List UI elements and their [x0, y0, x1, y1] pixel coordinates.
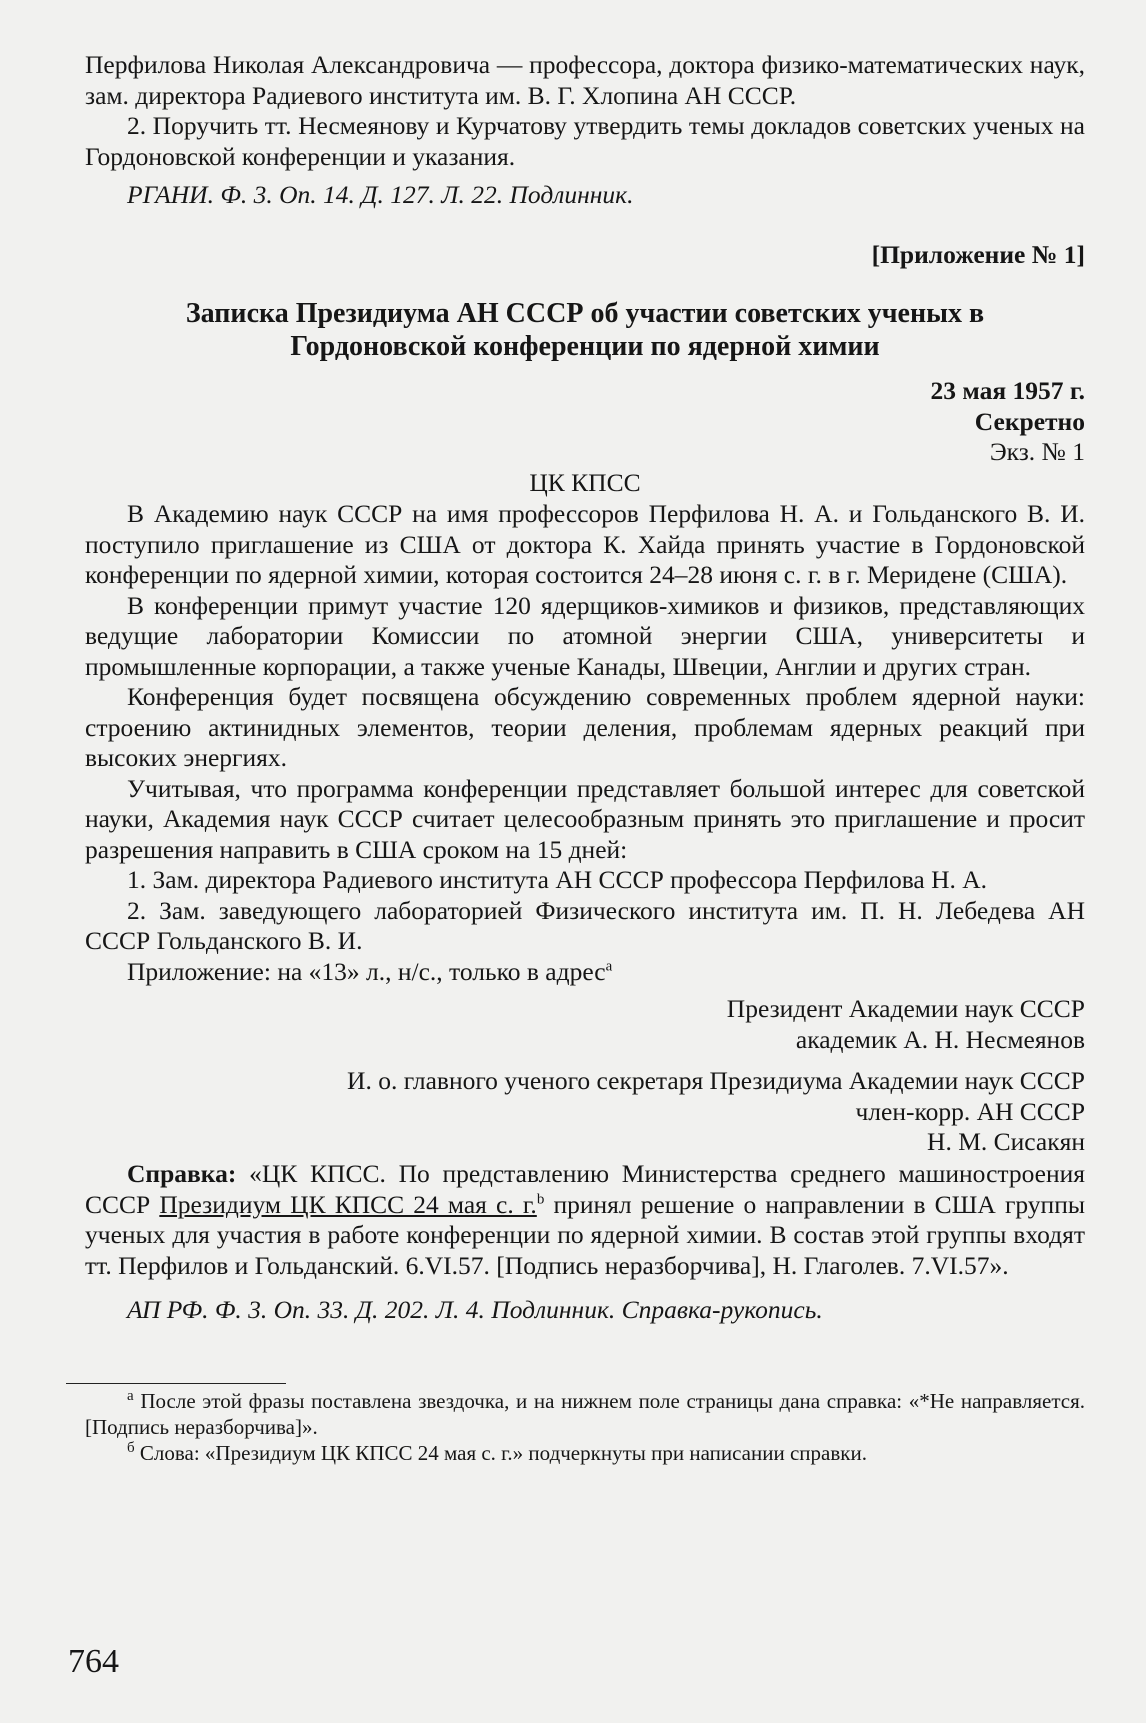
footnote-divider	[66, 1383, 286, 1384]
addressee: ЦК КПСС	[529, 467, 641, 497]
note-label: Справка:	[127, 1159, 237, 1188]
top-item2: 2. Поручить тт. Несмеянову и Курчатову утвердить темы докладов советских ученых на Гордоновской конференции и указания.	[85, 111, 1085, 171]
underlined-phrase: Президиум ЦК КПСС 24 мая с. г.	[159, 1189, 537, 1219]
body-paragraph: В конференции примут участие 120 ядерщиков-химиков и физиков, представляющих ведущие лаборатории Комиссии по атомной энергии США, университеты и промышленные корпорации, а также ученые Канады, Швеции, Англии и других стран.	[85, 590, 1085, 681]
footnotes	[85, 1388, 1085, 1466]
top-source: РГАНИ. Ф. 3. Оп. 14. Д. 127. Л. 22. Подлинник.	[127, 180, 634, 209]
archive-source: АП РФ. Ф. 3. Оп. 33. Д. 202. Л. 4. Подлинник. Справка-рукопись.	[127, 1295, 823, 1324]
top-continuation	[85, 50, 1085, 211]
signature-block-1	[85, 994, 1085, 1055]
footnote-ref: b	[536, 1191, 545, 1207]
list-item: 1. Зам. директора Радиевого института АН СССР профессора Перфилова Н. А.	[127, 865, 988, 894]
body-paragraph: В Академию наук СССР на имя профессоров Перфилова Н. А. и Гольданского В. И. поступило приглашение из США от доктора К. Хайда принять участие в Гордоновской конференции по ядерной химии, которая состоится 24–28 июня с. г. в г. Меридене (США).	[85, 499, 1085, 589]
signature-block-2	[85, 1066, 1085, 1158]
document-date: 23 мая 1957 г.	[930, 376, 1085, 405]
body-paragraph: Конференция будет посвящена обсуждению современных проблем ядерной науки: строению актинидных элементов, теории деления, проблемам ядерных реакций при высоких энергиях.	[85, 682, 1085, 772]
signature-secretary-rank: член-корр. АН СССР	[855, 1096, 1085, 1126]
footnote-ref: а	[605, 958, 613, 974]
list-item: 2. Зам. заведующего лабораторией Физического института им. П. Н. Лебедева АН СССР Гольданского В. И.	[85, 895, 1085, 955]
top-line1: Перфилова Николая Александровича — профессора, доктора физико-математических наук, зам. директора Радиевого института им. В. Г. Хлопина АН СССР.	[85, 50, 1085, 110]
signature-president-title: Президент Академии наук СССР	[726, 994, 1085, 1023]
appendix-label: [Приложение № 1]	[871, 240, 1085, 269]
signature-secretary-name: Н. М. Сисакян	[927, 1127, 1085, 1156]
letter-body	[85, 499, 1085, 987]
footnote: $^б$ Слова: «Президиум ЦК КПСС 24 мая с. г.» подчеркнуты при написании справки.	[127, 1440, 867, 1465]
appendix-title-block	[85, 297, 1085, 363]
signature-president-name: академик А. Н. Несмеянов	[795, 1024, 1085, 1054]
body-paragraph: Учитывая, что программа конференции представляет большой интерес для советской науки, Академия наук СССР считает целесообразным принять это приглашение и просит разрешения направить в США сроком на 15 дней:	[85, 773, 1085, 864]
footnote: $^a$ После этой фразы поставлена звездочка, и на нижнем поле страницы дана справка: «*Не направляется. [Подпись неразборчива]».	[85, 1388, 1085, 1439]
copy-number: Экз. № 1	[989, 437, 1085, 466]
signature-secretary-title: И. о. главного ученого секретаря Президиума Академии наук СССР	[347, 1066, 1085, 1095]
document-meta	[85, 376, 1085, 498]
reference-note: Справка: «ЦК КПСС. По представлению Министерства среднего машиностроения СССР Президиум ЦК КПСС 24 мая с. г.$^b$ принял решение о направлении в США группы ученых для участия в работе конференции по ядерной химии. В состав этой группы входят тт. Перфилов и Гольданский. 6.VI.57. [Подпись неразборчива], Н. Глаголев. 7.VI.57». АП РФ. Ф. 3. Оп. 33. Д. 202. Л. 4. Подлинник. Справка-рукопись.	[85, 1159, 1085, 1324]
page-number: 764	[68, 1643, 119, 1680]
attachment-line: Приложение: на «13» л., н/с., только в адрес$^а$	[127, 956, 613, 986]
appendix-title: Записка Президиума АН СССР об участии советских ученых в Гордоновской конференции по ядерной химии	[185, 298, 985, 362]
secrecy-stamp: Секретно	[974, 406, 1085, 436]
